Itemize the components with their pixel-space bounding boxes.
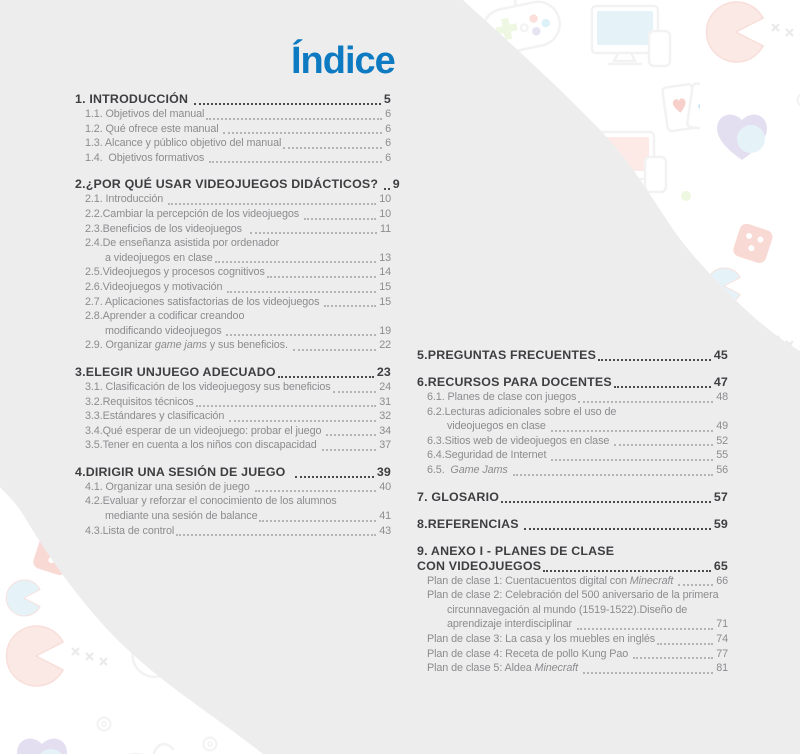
dotted-leader: [267, 276, 376, 278]
toc-entry-line: 6.2.Lecturas adicionales sobre el uso de: [427, 405, 617, 418]
toc-entry-line: Plan de clase 5: Aldea Minecraft 81: [427, 662, 728, 675]
toc-entry: [75, 236, 391, 265]
toc-entry-line: modificando videojuegos 19: [105, 324, 391, 337]
dotted-leader: [209, 161, 382, 163]
toc-section-title: 5.PREGUNTAS FRECUENTES 45: [417, 348, 728, 362]
toc-entry-line: 4.2.Evaluar y reforzar el conocimiento de los alumnos: [85, 495, 337, 508]
toc-entry: [417, 463, 728, 478]
toc-entry-line: 2.8.Aprender a codificar creandoo: [85, 310, 245, 323]
page-number: 56: [716, 463, 728, 476]
toc-section-title: 4.DIRIGIR UNA SESIÓN DE JUEGO 39: [75, 464, 391, 479]
toc-entry: [417, 661, 728, 676]
toc-entry-line: 3.1. Clasificación de los videojuegosy sus beneficios 24: [85, 380, 391, 393]
toc-entry: [75, 424, 391, 439]
page-title: Índice: [291, 40, 395, 82]
toc-section: [417, 375, 728, 478]
dotted-leader: [227, 291, 376, 293]
page-number: 22: [379, 339, 391, 352]
toc-section: [75, 465, 391, 538]
page-number: 77: [716, 647, 728, 660]
toc-entry-line: 4.3.Lista de control 43: [85, 524, 391, 537]
toc-entry-line: 2.1. Introducción 10: [85, 193, 391, 206]
toc-section: [417, 490, 728, 505]
page-number: 49: [716, 420, 728, 433]
toc-entry-line: 2.4.De enseñanza asistida por ordenador: [85, 237, 280, 250]
toc-section-title: 9. ANEXO I - PLANES DE CLASE: [417, 543, 615, 558]
dotted-leader: [524, 528, 710, 530]
page-number: 74: [716, 632, 728, 645]
dotted-leader: [333, 391, 377, 393]
toc-entry: [75, 395, 391, 410]
page-number: 24: [379, 380, 391, 393]
page-number: 39: [376, 464, 391, 479]
toc-entry-line: circunnavegación al mundo (1519-1522).Diseño de: [447, 603, 688, 616]
toc-entry-line: 6.3.Sitios web de videojuegos en clase 52: [427, 434, 728, 447]
page-number: 32: [379, 410, 391, 423]
page-number: 66: [716, 574, 728, 587]
toc-entry: [75, 309, 391, 338]
toc-entry-line: 3.3.Estándares y clasificación 32: [85, 410, 391, 423]
toc-entry: [75, 192, 391, 207]
dotted-leader: [598, 359, 711, 361]
toc-entry: [75, 280, 391, 295]
page-number: 6: [385, 122, 391, 135]
toc-entry-line: videojuegos en clase 49: [447, 420, 728, 433]
page-number: 14: [379, 266, 391, 279]
toc-entry-line: 6.5. Game Jams 56: [427, 463, 728, 476]
page-number: 31: [379, 395, 391, 408]
page-number: 52: [716, 434, 728, 447]
toc-entry: [417, 632, 728, 647]
toc-entry-line: 2.9. Organizar game jams y sus beneficios. 22: [85, 339, 391, 352]
toc-entry: [75, 207, 391, 222]
toc-entry-line: Plan de clase 1: Cuentacuentos digital con Minecraft 66: [427, 574, 728, 587]
page-number: 37: [379, 439, 391, 452]
page-number: 13: [379, 251, 391, 264]
toc-entry-line: 2.3.Beneficios de los videojuegos 11: [85, 222, 391, 235]
toc-entry-line: 6.4.Seguridad de Internet 55: [427, 449, 728, 462]
page-number: 10: [379, 207, 391, 220]
dotted-leader: [304, 218, 376, 220]
toc-section-title: CON VIDEOJUEGOS 65: [417, 558, 728, 573]
page-number: 40: [379, 480, 391, 493]
toc-section-title: 1. INTRODUCCIÓN 5: [75, 92, 391, 106]
toc-entry-line: 4.1. Organizar una sesión de juego 40: [85, 480, 391, 493]
page-number: 6: [385, 151, 391, 164]
dotted-leader: [543, 570, 711, 572]
dotted-leader: [614, 444, 713, 446]
toc-entry-line: 6.1. Planes de clase con juegos 48: [427, 391, 728, 403]
dotted-leader: [229, 420, 376, 422]
dotted-leader: [633, 657, 713, 659]
page-number: 41: [379, 510, 391, 523]
toc-entry: [75, 107, 391, 122]
dotted-leader: [176, 534, 376, 536]
dotted-leader: [578, 401, 713, 403]
toc-column-right: [417, 348, 728, 676]
toc-entry: [417, 448, 728, 463]
toc-section: [75, 92, 391, 165]
toc-entry: [75, 524, 391, 539]
dotted-leader: [250, 232, 377, 234]
toc-section-title: 8.REFERENCIAS 59: [417, 516, 728, 531]
page-number: 47: [713, 375, 728, 389]
toc-entry: [75, 494, 391, 523]
toc-entry-line: 2.5.Videojuegos y procesos cognitivos 14: [85, 266, 391, 279]
page-number: 71: [716, 618, 728, 631]
dotted-leader: [326, 434, 376, 436]
dotted-leader: [223, 132, 382, 134]
page-number: 57: [713, 489, 728, 504]
dotted-leader: [168, 203, 376, 205]
page-number: 11: [379, 222, 391, 235]
toc-entry: [75, 122, 391, 137]
page-number: 6: [385, 137, 391, 150]
toc-entry: [75, 222, 391, 237]
page-number: 6: [385, 108, 391, 120]
page-number: 19: [379, 324, 391, 337]
page-number: 43: [379, 524, 391, 537]
toc-entry: [417, 588, 728, 632]
page-number: 15: [379, 280, 391, 293]
toc-entry: [75, 438, 391, 453]
toc-section: [75, 365, 391, 453]
dotted-leader: [324, 305, 376, 307]
toc-section-title: 3.ELEGIR UNJUEGO ADECUADO 23: [75, 364, 391, 379]
page-number: 10: [379, 193, 391, 206]
dotted-leader: [678, 584, 713, 586]
toc-entry-line: 2.7. Aplicaciones satisfactorias de los videojuegos 15: [85, 295, 391, 308]
dotted-leader: [322, 449, 377, 451]
toc-entry-line: mediante una sesión de balance 41: [105, 510, 391, 523]
toc-entry-line: 2.6.Videojuegos y motivación 15: [85, 280, 391, 293]
toc-column-left: [75, 92, 400, 538]
page-number: 81: [716, 662, 728, 675]
page-number: 23: [376, 364, 391, 379]
toc-entry-line: aprendizaje interdisciplinar 71: [447, 618, 728, 631]
dotted-leader: [513, 474, 714, 476]
toc-entry: [75, 409, 391, 424]
toc-entry-line: Plan de clase 3: La casa y los muebles en inglés 74: [427, 632, 728, 645]
dotted-leader: [293, 349, 376, 351]
toc-section-title: 2.¿POR QUÉ USAR VIDEOJUEGOS DIDÁCTICOS? 9: [75, 177, 400, 192]
dotted-leader: [206, 118, 382, 120]
toc-entry: [75, 380, 391, 395]
page-number: 15: [379, 295, 391, 308]
dotted-leader: [583, 672, 713, 674]
toc-entry: [75, 338, 391, 353]
toc-section: [417, 544, 728, 676]
toc-section: [75, 177, 400, 353]
toc-entry: [417, 405, 728, 434]
toc-entry: [75, 480, 391, 495]
dotted-leader: [226, 334, 376, 336]
dotted-leader: [215, 261, 377, 263]
dotted-leader: [194, 103, 381, 105]
page-number: 34: [379, 424, 391, 437]
toc-entry-line: Plan de clase 2: Celebración del 500 aniversario de la primera: [427, 589, 719, 602]
dotted-leader: [551, 459, 713, 461]
page-number: 55: [716, 449, 728, 462]
dotted-leader: [501, 501, 711, 503]
page-number: 59: [713, 516, 728, 531]
dotted-leader: [295, 476, 374, 478]
toc-entry-line: a videojuegos en clase 13: [105, 251, 391, 264]
toc-entry-line: 1.2. Qué ofrece este manual 6: [85, 122, 391, 135]
dotted-leader: [551, 430, 713, 432]
dotted-leader: [259, 520, 376, 522]
dotted-leader: [577, 628, 713, 630]
toc-entry-line: 2.2.Cambiar la percepción de los videojuegos 10: [85, 207, 391, 220]
toc-entry-line: 1.3. Alcance y público objetivo del manual 6: [85, 137, 391, 150]
toc-section: [417, 517, 728, 532]
toc-section-title: 7. GLOSARIO 57: [417, 489, 728, 504]
page-number: 45: [713, 348, 728, 362]
page-number: 48: [716, 391, 728, 403]
toc-entry: [75, 295, 391, 310]
dotted-leader: [384, 188, 390, 190]
page-number: 9: [392, 177, 400, 192]
toc-section: [417, 348, 728, 363]
dotted-leader: [196, 405, 376, 407]
toc-entry-line: 3.5.Tener en cuenta a los niños con discapacidad 37: [85, 439, 391, 452]
dotted-leader: [255, 490, 377, 492]
toc-entry: [417, 390, 728, 405]
toc-entry: [417, 434, 728, 449]
toc-entry: [417, 574, 728, 589]
dotted-leader: [283, 147, 382, 149]
toc-entry-line: 3.2.Requisitos técnicos 31: [85, 395, 391, 408]
toc-entry: [417, 647, 728, 662]
dotted-leader: [278, 376, 374, 378]
toc-entry: [75, 151, 391, 166]
toc-section-title: 6.RECURSOS PARA DOCENTES 47: [417, 375, 728, 389]
page-number: 65: [713, 558, 728, 573]
toc-entry: [75, 136, 391, 151]
page-number: 5: [383, 92, 391, 106]
toc-entry: [75, 265, 391, 280]
toc-entry-line: Plan de clase 4: Receta de pollo Kung Pao 77: [427, 647, 728, 660]
toc-entry-line: 1.4. Objetivos formativos 6: [85, 151, 391, 164]
dotted-leader: [657, 643, 713, 645]
toc-entry-line: 3.4.Qué esperar de un videojuego: probar el juego 34: [85, 424, 391, 437]
dotted-leader: [614, 386, 711, 388]
toc-entry-line: 1.1. Objetivos del manual 6: [85, 108, 391, 120]
